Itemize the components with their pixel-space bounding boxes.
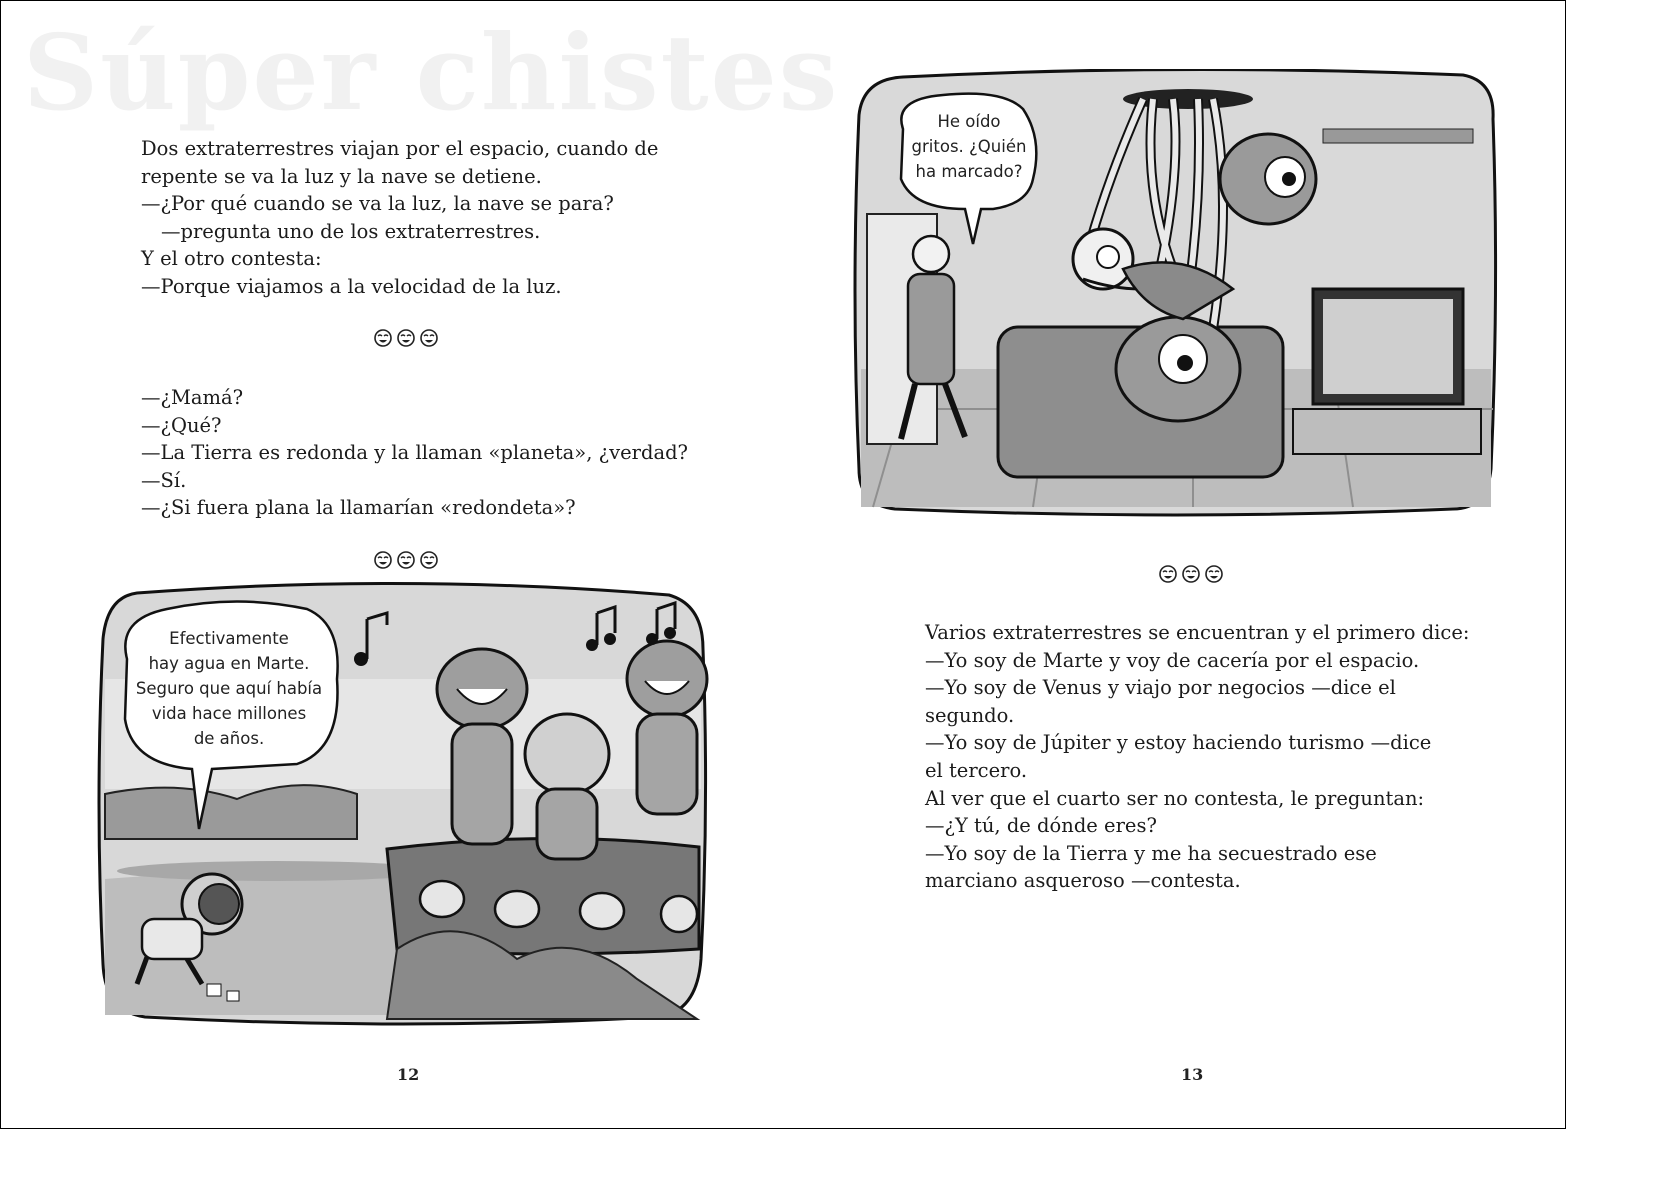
- text-line: —¿Y tú, de dónde eres?: [925, 814, 1157, 838]
- text-line: —¿Por qué cuando se va la luz, la nave se para?: [141, 192, 614, 216]
- text-line: Dos extraterrestres viajan por el espacio, cuando de: [141, 137, 659, 160]
- text-line: segundo.: [925, 703, 1015, 727]
- bubble-line: vida hace millones: [151, 704, 307, 723]
- speech-bubble-text: [894, 109, 1044, 184]
- laughing-face-icon: [419, 327, 439, 349]
- laughing-face-icon: [419, 549, 439, 571]
- laughing-face-icon: [396, 549, 416, 571]
- text-line: Al ver que el cuarto ser no contesta, le preguntan:: [925, 786, 1425, 810]
- section-watermark: Súper chistes: [23, 11, 840, 134]
- page-number: 13: [1181, 1065, 1204, 1084]
- text-line: —Sí.: [141, 468, 187, 492]
- text-line: —¿Mamá?: [141, 386, 244, 409]
- text-line: repente se va la luz y la nave se detiene.: [141, 164, 542, 188]
- separator-laughing-faces: [373, 547, 439, 573]
- speech-bubble-text: [119, 626, 339, 751]
- separator-laughing-faces: [373, 325, 439, 351]
- joke-1: [141, 135, 658, 301]
- text-line: —pregunta uno de los extraterrestres.: [161, 219, 541, 243]
- text-line: marciano asqueroso —contesta.: [925, 869, 1241, 893]
- laughing-face-icon: [1204, 563, 1224, 585]
- bubble-line: de años.: [193, 729, 265, 748]
- separator-laughing-faces: [1158, 561, 1224, 587]
- text-line: —¿Si fuera plana la llamarían «redondeta»?: [141, 496, 576, 520]
- laughing-face-icon: [396, 327, 416, 349]
- joke-3: [925, 619, 1469, 895]
- text-line: Varios extraterrestres se encuentran y el primero dice:: [925, 621, 1470, 644]
- page-number: 12: [397, 1065, 420, 1084]
- bubble-line: ha marcado?: [915, 162, 1023, 181]
- bubble-line: Seguro que aquí había: [135, 679, 323, 698]
- text-line: el tercero.: [925, 758, 1028, 782]
- bubble-line: Efectivamente: [169, 629, 289, 648]
- laughing-face-icon: [373, 327, 393, 349]
- text-line: —Yo soy de Venus y viajo por negocios —dice el: [925, 676, 1396, 700]
- text-line: —Yo soy de la Tierra y me ha secuestrado ese: [925, 841, 1377, 865]
- text-line: —Yo soy de Marte y voy de cacería por el espacio.: [925, 648, 1420, 672]
- text-line: —Yo soy de Júpiter y estoy haciendo turismo —dice: [925, 731, 1432, 755]
- text-line: —Porque viajamos a la velocidad de la luz.: [141, 274, 562, 298]
- bubble-line: He oído: [937, 112, 1001, 131]
- joke-2: [141, 384, 688, 522]
- laughing-face-icon: [373, 549, 393, 571]
- text-line: —¿Qué?: [141, 413, 222, 437]
- bubble-line: hay agua en Marte.: [148, 654, 310, 673]
- laughing-face-icon: [1181, 563, 1201, 585]
- bubble-line: gritos. ¿Quién: [911, 137, 1027, 156]
- text-line: —La Tierra es redonda y la llaman «planeta», ¿verdad?: [141, 441, 689, 465]
- laughing-face-icon: [1158, 563, 1178, 585]
- text-line: Y el otro contesta:: [141, 247, 322, 271]
